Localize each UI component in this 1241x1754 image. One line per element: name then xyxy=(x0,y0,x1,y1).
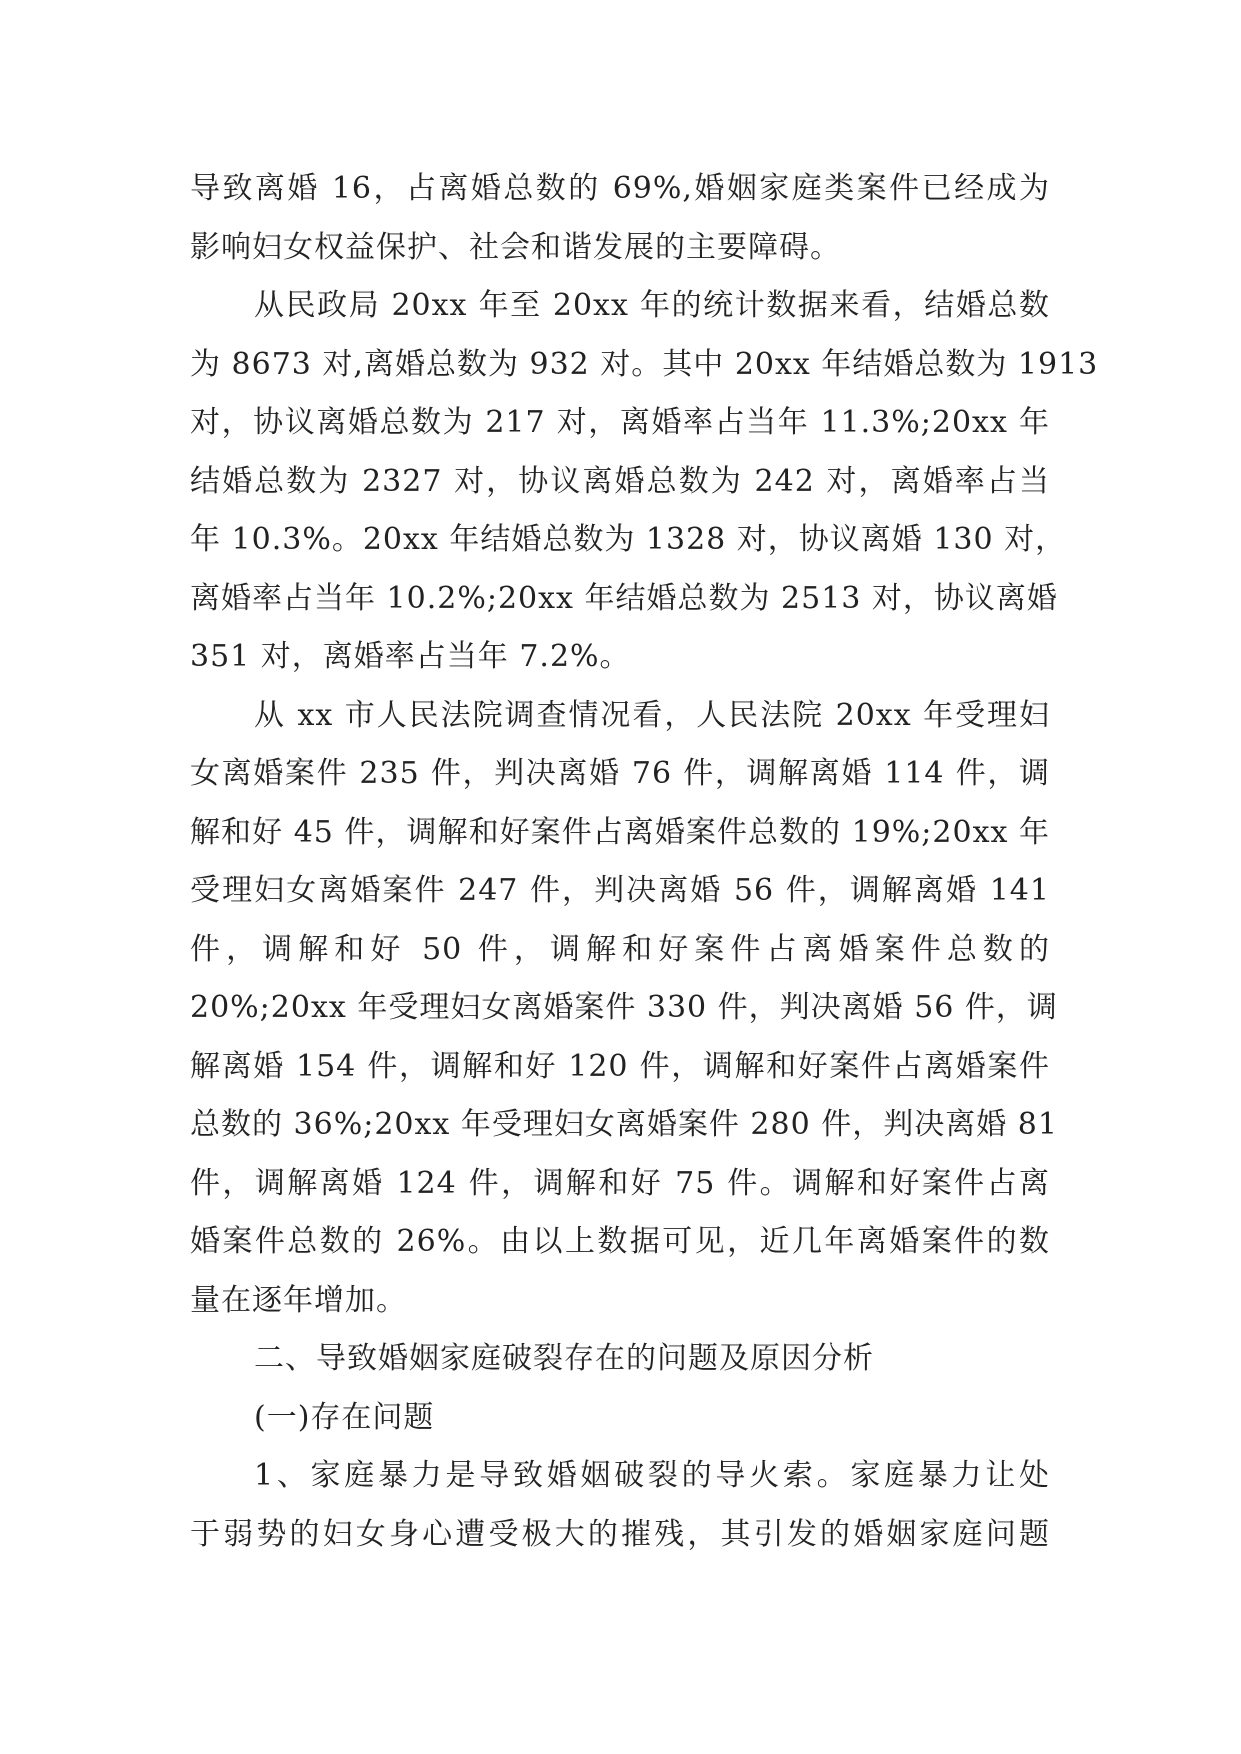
section-heading xyxy=(190,1330,1050,1389)
text-line: 对，协议离婚总数为 217 对，离婚率占当年 11.3%;20xx 年 xyxy=(190,405,1050,440)
text-line: 从民政局 20xx 年至 20xx 年的统计数据来看，结婚总数 xyxy=(254,288,1050,323)
text-line: 女离婚案件 235 件，判决离婚 76 件，调解离婚 114 件，调 xyxy=(190,756,1050,791)
text-line: 为 8673 对,离婚总数为 932 对。其中 20xx 年结婚总数为 1913 xyxy=(190,346,1099,382)
paragraph xyxy=(190,277,1099,687)
text-line: 20%;20xx 年受理妇女离婚案件 330 件，判决离婚 56 件，调 xyxy=(190,990,1058,1025)
text-line: 二、导致婚姻家庭破裂存在的问题及原因分析 xyxy=(254,1341,874,1376)
text-line: 总数的 36%;20xx 年受理妇女离婚案件 280 件，判决离婚 81 xyxy=(190,1107,1058,1142)
text-line: 从 xx 市人民法院调查情况看，人民法院 20xx 年受理妇 xyxy=(254,697,1050,733)
text-line: 解离婚 154 件，调解和好 120 件，调解和好案件占离婚案件 xyxy=(190,1048,1050,1084)
text-line: 年 10.3%。20xx 年结婚总数为 1328 对，协议离婚 130 对， xyxy=(190,522,1067,557)
text-line: 件，调解离婚 124 件，调解和好 75 件。调解和好案件占离 xyxy=(190,1165,1050,1201)
paragraph xyxy=(190,160,1050,277)
text-line: 婚案件总数的 26%。由以上数据可见，近几年离婚案件的数 xyxy=(190,1224,1050,1259)
text-line: (一)存在问题 xyxy=(254,1399,435,1435)
paragraph xyxy=(190,687,1058,1331)
text-line: 受理妇女离婚案件 247 件，判决离婚 56 件，调解离婚 141 xyxy=(190,873,1050,908)
text-line: 导致离婚 16，占离婚总数的 69%,婚姻家庭类案件已经成为 xyxy=(190,171,1050,206)
subsection-heading xyxy=(190,1389,1050,1448)
paragraph xyxy=(190,1447,1050,1564)
text-line: 解和好 45 件，调解和好案件占离婚案件总数的 19%;20xx 年 xyxy=(190,814,1050,850)
text-line: 影响妇女权益保护、社会和谐发展的主要障碍。 xyxy=(190,229,841,265)
text-line: 于弱势的妇女身心遭受极大的摧残，其引发的婚姻家庭问题 xyxy=(190,1516,1050,1552)
document-body xyxy=(190,160,1099,1564)
text-line: 1、家庭暴力是导致婚姻破裂的导火索。家庭暴力让处 xyxy=(254,1458,1050,1493)
text-line: 件，调解和好 50 件，调解和好案件占离婚案件总数的 xyxy=(190,931,1050,967)
text-line: 量在逐年增加。 xyxy=(190,1282,407,1318)
text-line: 结婚总数为 2327 对，协议离婚总数为 242 对，离婚率占当 xyxy=(190,463,1050,499)
text-line: 离婚率占当年 10.2%;20xx 年结婚总数为 2513 对，协议离婚 xyxy=(190,580,1058,616)
text-line: 351 对，离婚率占当年 7.2%。 xyxy=(190,639,631,674)
